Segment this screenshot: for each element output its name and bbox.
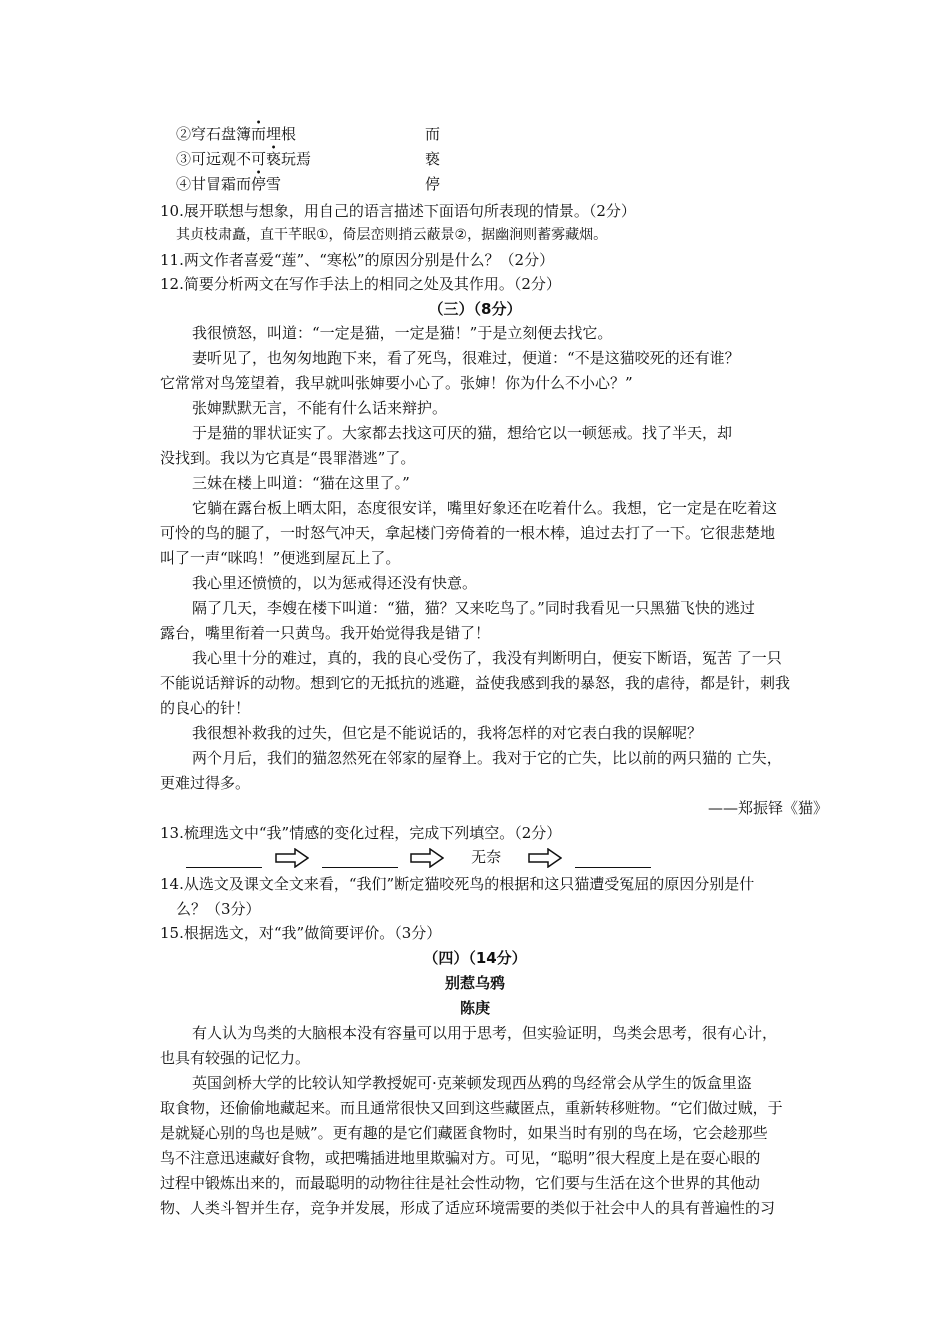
question-13-flow	[186, 846, 651, 868]
s3-para-line: 它躺在露台板上晒太阳，态度很安详，嘴里好象还在吃着什么。我想，它一定是在吃着这	[192, 499, 778, 517]
item-2-text-a: ②穹石盘簿	[176, 125, 252, 143]
answer-blank-2[interactable]	[322, 851, 398, 868]
s3-para-line: 的良心的针！	[160, 699, 251, 717]
s3-para-line: 露台，嘴里衔着一只黄鸟。我开始觉得我是错了！	[160, 624, 491, 642]
s3-para-line: 不能说话辩诉的动物。想到它的无抵抗的逃避，益使我感到我的暴怒，我的虐待，都是针，刺我	[160, 674, 791, 692]
s4-para-line: 取食物，还偷偷地藏起来。而且通常很快又回到这些藏匿点，重新转移赃物。“它们做过贼，于	[160, 1099, 783, 1117]
s3-para-line: 更难过得多。	[160, 774, 251, 792]
s3-para-line: 我心里十分的难过，真的，我的良心受伤了，我没有判断明白，便妄下断语，冤苦 了一只	[192, 649, 782, 667]
question-13-mid-word: 无奈	[471, 848, 502, 866]
right-arrow-icon	[528, 848, 562, 868]
right-arrow-icon	[275, 848, 309, 868]
s3-para-line: 它常常对鸟笼望着，我早就叫张婶要小心了。张婶！你为什么不小心？”	[160, 374, 633, 392]
item-4-dotted-char: 停	[251, 175, 267, 193]
s4-para-line: 物、人类斗智并生存，竞争并发展，形成了适应环境需要的类似于社会中人的具有普遍性的习	[160, 1199, 776, 1217]
answer-blank-3[interactable]	[575, 851, 651, 868]
s3-para-line: 张婶默默无言，不能有什么话来辩护。	[192, 399, 448, 417]
s4-para-line: 过程中锻炼出来的，而最聪明的动物往往是社会性动物，它们要与生活在这个世界的其他动	[160, 1174, 761, 1192]
right-arrow-icon	[410, 848, 444, 868]
question-13: 13.梳理选文中“我”情感的变化过程，完成下列填空。（2分）	[160, 824, 562, 842]
item-2-dotted-char: 而	[251, 125, 267, 143]
section-4-heading: （四）（14分）	[423, 949, 527, 967]
s4-para-line: 鸟不注意迅速藏好食物，或把嘴插进地里欺骗对方。可见，“聪明”很大程度上是在耍心眼的	[160, 1149, 761, 1167]
s3-para-line: 叫了一声“咪呜！”便逃到屋瓦上了。	[160, 549, 401, 567]
item-2-answer: 而	[425, 125, 441, 143]
s4-para-line: 是就疑心别的鸟也是贼”。更有趣的是它们藏匿食物时，如果当时有别的鸟在场，它会趁那些	[160, 1124, 768, 1142]
s3-para-line: 可怜的鸟的腿了，一时怒气冲天，拿起楼门旁倚着的一根木棒，追过去打了一下。它很悲楚地	[160, 524, 776, 542]
s3-para-line: 我心里还愤愤的，以为惩戒得还没有快意。	[192, 574, 478, 592]
item-2	[176, 123, 296, 145]
section-3-heading: （三）（8分）	[428, 300, 522, 318]
item-3	[176, 148, 311, 170]
question-10-quote: 其贞枝肃矗，直干芊眠①，倚层峦则捎云蔽景②，据幽涧则蓄雾藏烟。	[176, 227, 608, 243]
s3-para-line: 三妹在楼上叫道：“猫在这里了。”	[192, 474, 410, 492]
s3-para-line: 我很想补救我的过失，但它是不能说话的，我将怎样的对它表白我的误解呢？	[192, 724, 703, 742]
s4-para-line: 有人认为鸟类的大脑根本没有容量可以用于思考，但实验证明，鸟类会思考，很有心计，	[192, 1024, 778, 1042]
question-15: 15.根据选文，对“我”做简要评价。（3分）	[160, 924, 442, 942]
item-4-text-b: 雪	[266, 175, 282, 193]
s3-source: ——郑振铎《猫》	[707, 799, 828, 817]
s4-para-line: 也具有较强的记忆力。	[160, 1049, 311, 1067]
article-title: 别惹乌鸦	[444, 974, 505, 992]
item-4-answer: 停	[425, 175, 441, 193]
s3-para-line: 妻听见了，也匆匆地跑下来，看了死鸟，很难过，便道：“不是这猫咬死的还有谁？	[192, 349, 740, 367]
answer-blank-1[interactable]	[186, 851, 262, 868]
article-author: 陈庚	[459, 999, 490, 1017]
s4-para-line: 英国剑桥大学的比较认知学教授妮可·克莱顿发现西丛鸦的鸟经常会从学生的饭盒里盗	[192, 1074, 752, 1092]
s3-para-line: 隔了几天，李嫂在楼下叫道：“猫，猫？又来吃鸟了。”同时我看见一只黑猫飞快的逃过	[192, 599, 755, 617]
item-3-answer: 亵	[425, 150, 441, 168]
s3-para-line: 于是猫的罪状证实了。大家都去找这可厌的猫，想给它以一顿惩戒。找了半天，却	[192, 424, 733, 442]
question-11: 11.两文作者喜爱“莲”、“寒松”的原因分别是什么？（2分）	[160, 251, 555, 269]
item-4-text-a: ④甘冒霜而	[176, 175, 252, 193]
s3-para-line: 两个月后，我们的猫忽然死在邻家的屋脊上。我对于它的亡失，比以前的两只猫的 亡失，	[192, 749, 782, 767]
question-14: 14.从选文及课文全文来看，“我们”断定猫咬死鸟的根据和这只猫遭受冤屈的原因分别是什	[160, 875, 755, 893]
question-14-cont: 么？（3分）	[176, 900, 261, 918]
item-4	[176, 173, 281, 195]
item-3-text-a: ③可远观不可	[176, 150, 267, 168]
question-12: 12.简要分析两文在写作手法上的相同之处及其作用。（2分）	[160, 275, 561, 293]
question-10: 10.展开联想与想象，用自己的语言描述下面语句所表现的情景。（2分）	[160, 202, 636, 220]
s3-para-line: 我很愤怒，叫道：“一定是猫，一定是猫！”于是立刻便去找它。	[192, 324, 613, 342]
item-2-text-b: 埋根	[266, 125, 297, 143]
s3-para-line: 没找到。我以为它真是“畏罪潜逃”了。	[160, 449, 416, 467]
item-3-dotted-char: 亵	[266, 150, 282, 168]
item-3-text-b: 玩焉	[281, 150, 312, 168]
